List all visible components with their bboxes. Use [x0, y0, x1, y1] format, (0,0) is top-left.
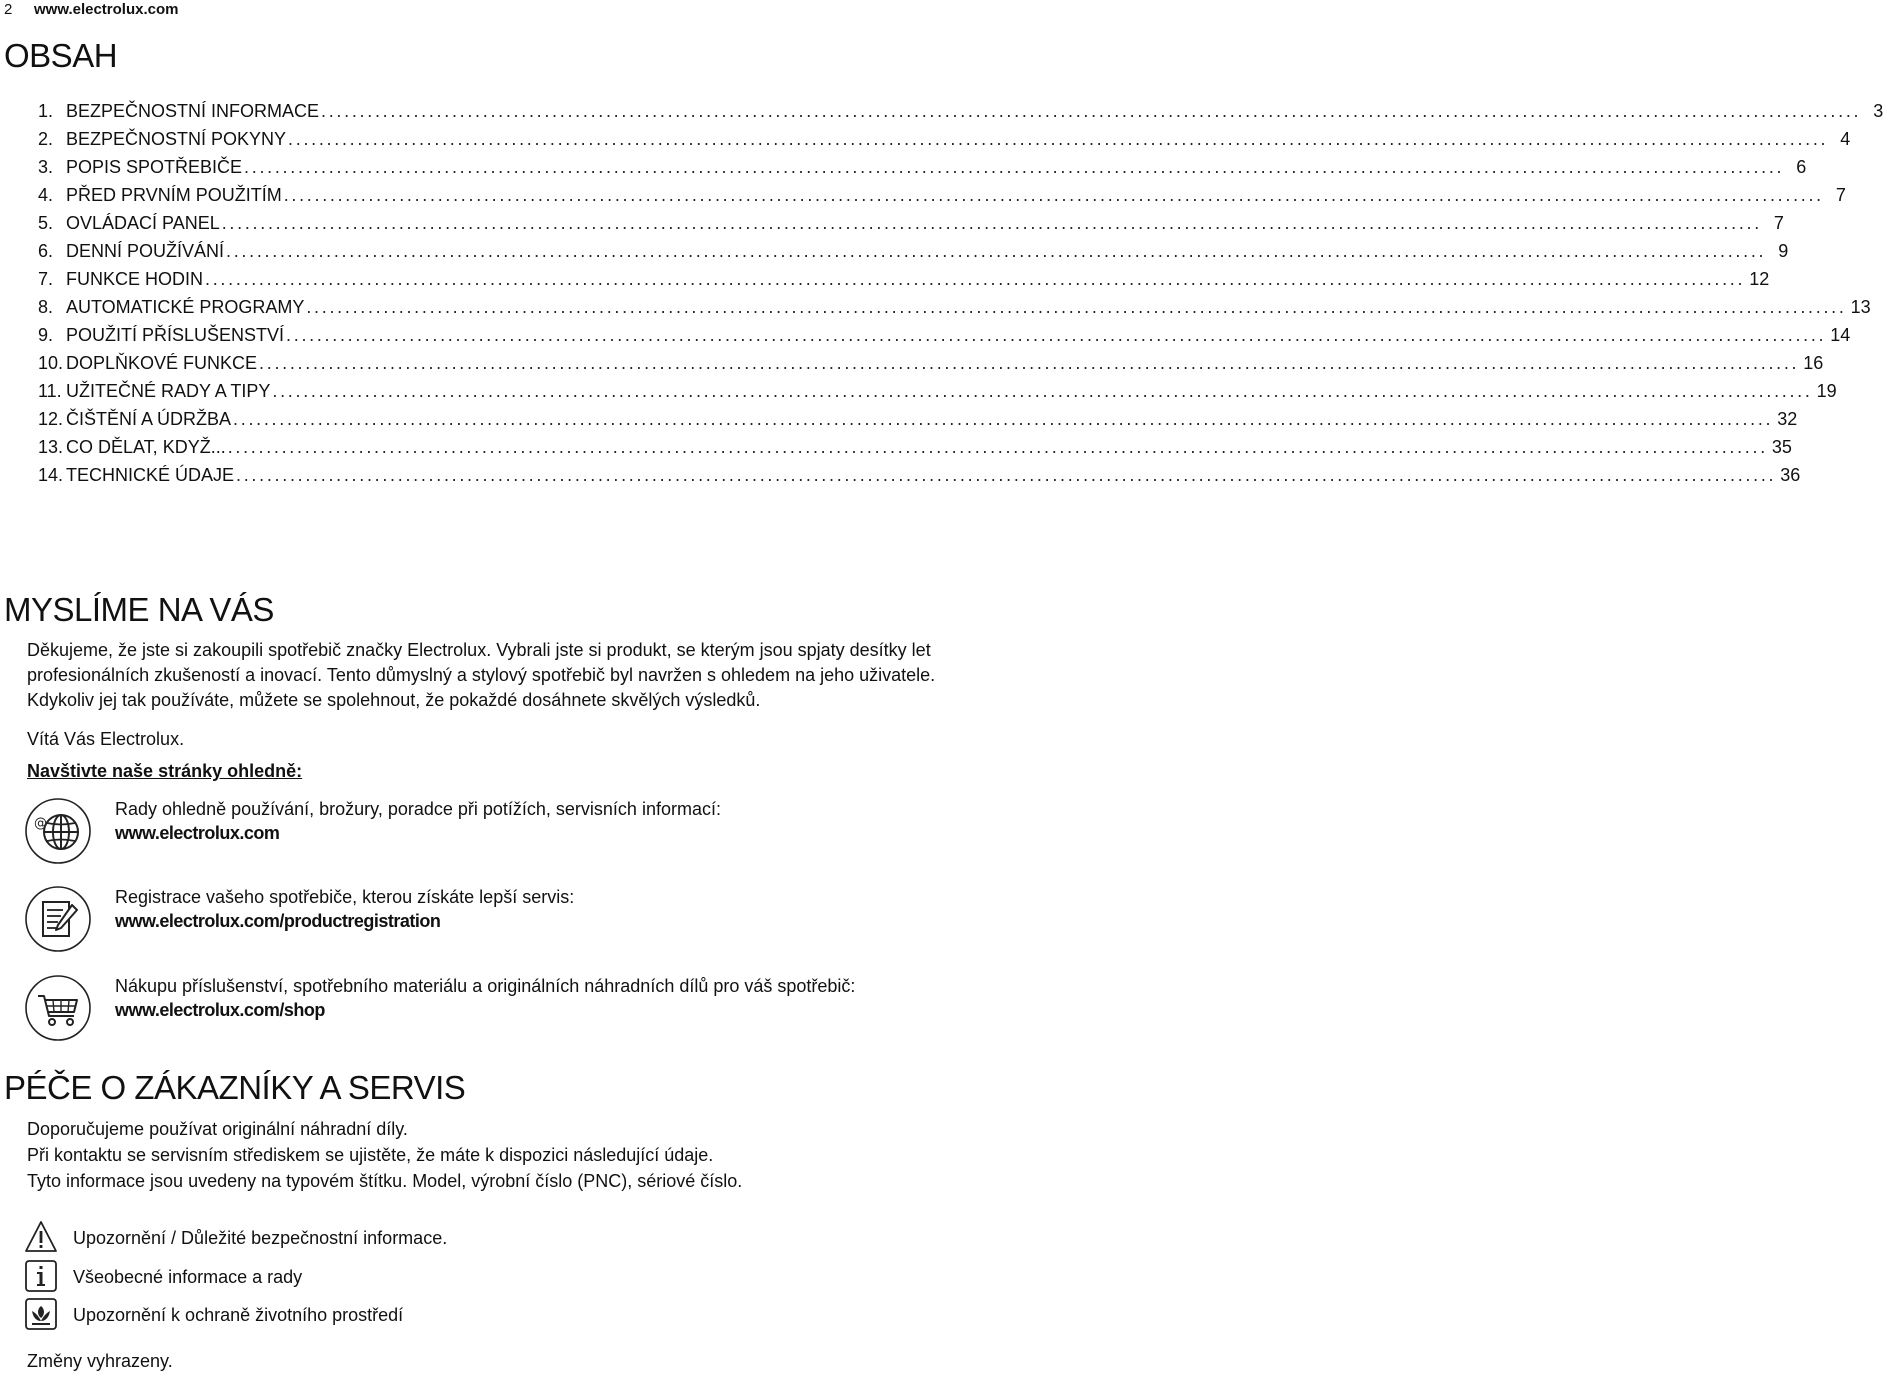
toc-heading: OBSAH: [4, 37, 118, 74]
toc-item[interactable]: [38, 211, 1784, 239]
toc-item-number: 3.: [38, 157, 54, 177]
toc-item-number: 12.: [38, 409, 64, 429]
toc-item-title: POUŽITÍ PŘÍSLUŠENSTVÍ: [66, 325, 285, 345]
toc-item-title: POPIS SPOTŘEBIČE: [66, 157, 243, 177]
toc-leader-dots: ........................................................................................................................................................................................................: [321, 101, 1862, 121]
toc-item-page: 32: [1777, 409, 1798, 429]
legend-info: [24, 1259, 624, 1293]
intro-paragraph: [27, 638, 957, 713]
toc-leader-dots: ........................................................................................................................................................................................................: [226, 241, 1767, 261]
toc-item-number: 8.: [38, 297, 54, 317]
toc-item-title: AUTOMATICKÉ PROGRAMY: [66, 297, 305, 317]
environment-text: Upozornění k ochraně životního prostředí: [73, 1305, 404, 1325]
shopping-cart-icon: [24, 974, 92, 1042]
toc-item-page: 7: [1773, 213, 1784, 233]
toc-item[interactable]: [38, 463, 1801, 491]
toc-item-number: 13.: [38, 437, 64, 457]
toc-leader-dots: ........................................................................................................................................................................................................: [221, 213, 1762, 233]
toc-item-number: 2.: [38, 129, 54, 149]
registration-link-url[interactable]: www.electrolux.com/productregistration: [115, 911, 441, 931]
registration-link-description: Registrace vašeho spotřebiče, kterou získáte lepší servis:: [115, 887, 575, 907]
toc-item-page: 12: [1749, 269, 1770, 289]
toc-item[interactable]: [38, 379, 1837, 407]
warning-text: Upozornění / Důležité bezpečnostní informace.: [73, 1228, 448, 1248]
toc-item-page: 7: [1835, 185, 1846, 205]
legend-environment: [24, 1297, 624, 1331]
toc-item-title: BEZPEČNOSTNÍ POKYNY: [66, 129, 287, 149]
toc-item[interactable]: [38, 407, 1798, 435]
table-of-contents: [38, 99, 1883, 491]
toc-item[interactable]: [38, 435, 1792, 463]
toc-item[interactable]: [38, 295, 1871, 323]
toc-leader-dots: ........................................................................................................................................................................................................: [233, 409, 1774, 429]
support-link-url[interactable]: www.electrolux.com: [115, 823, 280, 843]
welcome-text: Vítá Vás Electrolux.: [27, 729, 185, 749]
toc-leader-dots: ........................................................................................................................................................................................................: [244, 157, 1785, 177]
toc-item-number: 11.: [38, 381, 62, 401]
toc-item-title: TECHNICKÉ ÚDAJE: [66, 465, 235, 485]
toc-item-page: 9: [1778, 241, 1789, 261]
toc-item-number: 1.: [38, 101, 54, 121]
toc-item[interactable]: [38, 267, 1770, 295]
toc-item-page: 35: [1771, 437, 1792, 457]
toc-item-title: BEZPEČNOSTNÍ INFORMACE: [66, 101, 320, 121]
care-paragraph: [27, 1116, 742, 1194]
toc-leader-dots: ........................................................................................................................................................................................................: [288, 129, 1829, 149]
link-row-support: [18, 797, 958, 877]
changes-note: Změny vyhrazeny.: [27, 1351, 173, 1371]
care-line: Doporučujeme používat originální náhradní díly.: [27, 1119, 408, 1139]
toc-item-page: 14: [1830, 325, 1851, 345]
registration-form-icon: [24, 885, 92, 953]
legend-warning: [24, 1220, 624, 1254]
toc-item[interactable]: [38, 127, 1851, 155]
warning-icon: [24, 1220, 58, 1254]
toc-item-title: ČIŠTĚNÍ A ÚDRŽBA: [66, 409, 232, 429]
svg-text:@: @: [34, 816, 47, 831]
toc-item-number: 10.: [38, 353, 64, 373]
toc-leader-dots: ........................................................................................................................................................................................................: [306, 297, 1847, 317]
toc-item-title: DOPLŇKOVÉ FUNKCE: [66, 353, 258, 373]
toc-item-page: 3: [1873, 101, 1883, 121]
toc-leader-dots: ........................................................................................................................................................................................................: [227, 437, 1768, 457]
toc-item[interactable]: [38, 351, 1824, 379]
toc-item-page: 36: [1780, 465, 1801, 485]
shop-link-url[interactable]: www.electrolux.com/shop: [115, 1000, 325, 1020]
link-row-registration: [18, 885, 958, 965]
info-icon: [24, 1259, 58, 1293]
toc-item-title: UŽITEČNÉ RADY A TIPY: [66, 381, 271, 401]
section-heading-care: PÉČE O ZÁKAZNÍKY A SERVIS: [4, 1069, 466, 1106]
intro-text: Děkujeme, že jste si zakoupili spotřebič značky Electrolux. Vybrali jste si produkt, se kterým jsou spjaty desítky let profesionálních zkušeností a inovací. Tento důmyslný a stylový spotřebič byl navržen s ohledem na jeho uživatele. Kdykoliv jej tak používáte, můžete se spolehnout, že pokaždé dosáhnete skvělých výsledků.: [27, 640, 936, 710]
toc-item-page: 19: [1816, 381, 1837, 401]
support-link-description: Rady ohledně používání, brožury, poradce při potížích, servisních informací:: [115, 799, 721, 819]
toc-item-number: 4.: [38, 185, 54, 205]
toc-item[interactable]: [38, 99, 1883, 127]
toc-item-number: 14.: [38, 465, 64, 485]
toc-item-number: 9.: [38, 325, 54, 345]
toc-leader-dots: ........................................................................................................................................................................................................: [272, 381, 1813, 401]
toc-item-title: FUNKCE HODIN: [66, 269, 204, 289]
toc-item-number: 6.: [38, 241, 54, 261]
toc-item-page: 4: [1840, 129, 1851, 149]
toc-item-number: 7.: [38, 269, 54, 289]
environment-icon: [24, 1297, 58, 1331]
toc-item-number: 5.: [38, 213, 54, 233]
toc-item-title: OVLÁDACÍ PANEL: [66, 213, 220, 233]
toc-item[interactable]: [38, 183, 1846, 211]
site-url[interactable]: www.electrolux.com: [34, 1, 179, 18]
toc-item-title: CO DĚLAT, KDYŽ...: [66, 437, 226, 457]
toc-item-title: DENNÍ POUŽÍVÁNÍ: [66, 241, 225, 261]
web-globe-icon: [24, 797, 92, 865]
toc-leader-dots: ........................................................................................................................................................................................................: [286, 325, 1827, 345]
toc-item[interactable]: [38, 155, 1807, 183]
link-row-shop: [18, 974, 958, 1054]
toc-leader-dots: ........................................................................................................................................................................................................: [259, 353, 1800, 373]
toc-item[interactable]: [38, 323, 1851, 351]
visit-heading: Navštivte naše stránky ohledně:: [27, 761, 303, 781]
section-heading-thinking: MYSLÍME NA VÁS: [4, 591, 274, 628]
toc-item[interactable]: [38, 239, 1789, 267]
page-number: 2: [4, 1, 13, 18]
toc-item-page: 13: [1850, 297, 1871, 317]
toc-leader-dots: ........................................................................................................................................................................................................: [205, 269, 1746, 289]
toc-leader-dots: ........................................................................................................................................................................................................: [236, 465, 1777, 485]
toc-leader-dots: ........................................................................................................................................................................................................: [283, 185, 1824, 205]
care-line: Při kontaktu se servisním střediskem se ujistěte, že máte k dispozici následující údaje.: [27, 1145, 714, 1165]
shop-link-description: Nákupu příslušenství, spotřebního materiálu a originálních náhradních dílů pro váš spotřebič:: [115, 976, 856, 996]
info-text: Všeobecné informace a rady: [73, 1267, 303, 1287]
care-line: Tyto informace jsou uvedeny na typovém štítku. Model, výrobní číslo (PNC), sériové číslo.: [27, 1171, 743, 1191]
toc-item-title: PŘED PRVNÍM POUŽITÍM: [66, 185, 282, 205]
page-header: [4, 0, 179, 20]
toc-item-page: 6: [1796, 157, 1807, 177]
toc-item-page: 16: [1803, 353, 1824, 373]
